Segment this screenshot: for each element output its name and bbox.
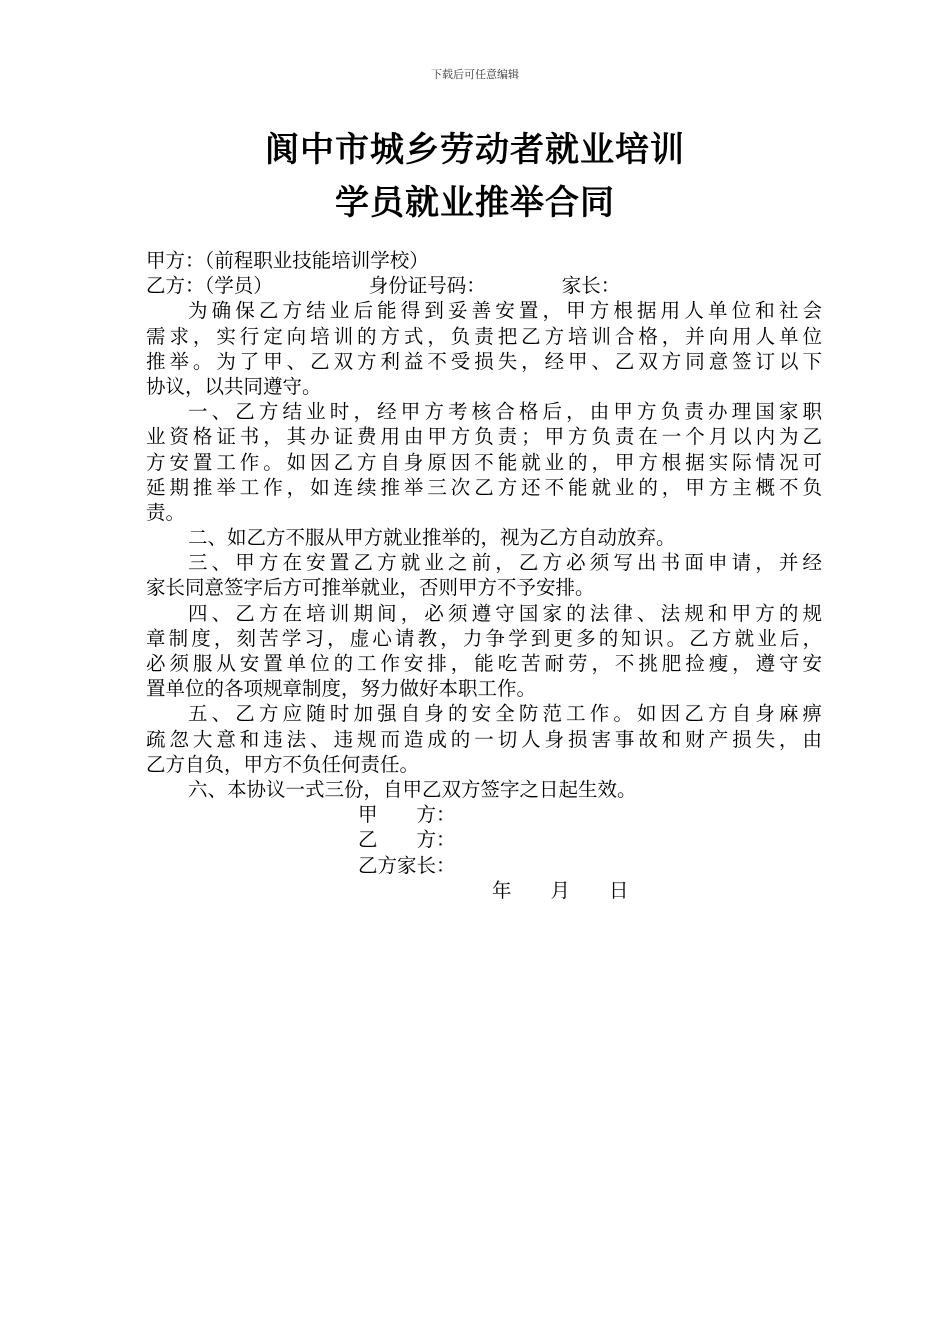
clause-6-line: 六、本协议一式三份，自甲乙双方签字之日起生效。	[188, 777, 637, 801]
clause-4-line: 四、乙方在培训期间，必须遵守国家的法律、法规和甲方的规	[188, 601, 822, 625]
parent-label: 家长：	[561, 274, 621, 298]
clause-1-line: 业资格证书，其办证费用由甲方负责；甲方负责在一个月以内为乙	[146, 425, 822, 449]
party-b-line	[146, 273, 822, 298]
clause-5-line: 疏忽大意和违法、违规而造成的一切人身损害事故和财产损失，由	[146, 727, 822, 751]
clause-4-line: 置单位的各项规章制度，努力做好本职工作。	[146, 677, 537, 701]
clause-2-line: 二、如乙方不服从甲方就业推举的，视为乙方自动放弃。	[188, 526, 676, 550]
clause-4-line: 必须服从安置单位的工作安排，能吃苦耐劳，不挑肥捡瘦，遵守安	[146, 652, 822, 675]
intro-line: 为确保乙方结业后能得到妥善安置，甲方根据用人单位和社会	[188, 299, 822, 323]
intro-line: 推举。为了甲、乙双方利益不受损失，经甲、乙双方同意签订以下	[146, 349, 822, 373]
id-number-label: 身份证号码：	[368, 274, 486, 298]
clause-5-line: 乙方自负，甲方不负任何责任。	[146, 752, 420, 776]
contract-body	[146, 248, 822, 903]
clause-1-line: 责。	[146, 500, 186, 524]
clause-1-line: 一、乙方结业时，经甲方考核合格后，由甲方负责办理国家职	[188, 400, 822, 424]
clause-3-line: 家长同意签字后方可推举就业，否则甲方不予安排。	[146, 576, 595, 600]
document-title-line-1: 阆中市城乡劳动者就业培训	[265, 130, 685, 170]
header-note: 下载后可任意编辑	[431, 68, 519, 81]
clause-3-line: 三、甲方在安置乙方就业之前，乙方必须写出书面申请，并经	[188, 551, 822, 575]
signature-party-b: 乙 方：	[358, 828, 456, 852]
clause-5-line: 五、乙方应随时加强自身的安全防范工作。如因乙方自身麻痹	[188, 702, 822, 726]
signature-party-a: 甲 方：	[358, 803, 456, 827]
document-title-line-2: 学员就业推举合同	[335, 183, 615, 223]
party-b-label: 乙方：（学员）	[146, 274, 273, 298]
intro-line: 协议，以共同遵守。	[146, 374, 322, 398]
signature-parent: 乙方家长：	[358, 853, 456, 877]
clause-4-line: 章制度，刻苦学习，虚心请教，力争学到更多的知识。乙方就业后，	[146, 626, 822, 650]
intro-line: 需求，实行定向培训的方式，负责把乙方培训合格，并向用人单位	[146, 324, 822, 348]
party-a-line: 甲方：（前程职业技能培训学校）	[146, 249, 429, 272]
clause-1-line: 延期推举工作，如连续推举三次乙方还不能就业的，甲方主概不负	[146, 475, 822, 499]
signature-date: 年 月 日	[492, 878, 629, 902]
clause-1-line: 方安置工作。如因乙方自身原因不能就业的，甲方根据实际情况可	[146, 450, 822, 474]
